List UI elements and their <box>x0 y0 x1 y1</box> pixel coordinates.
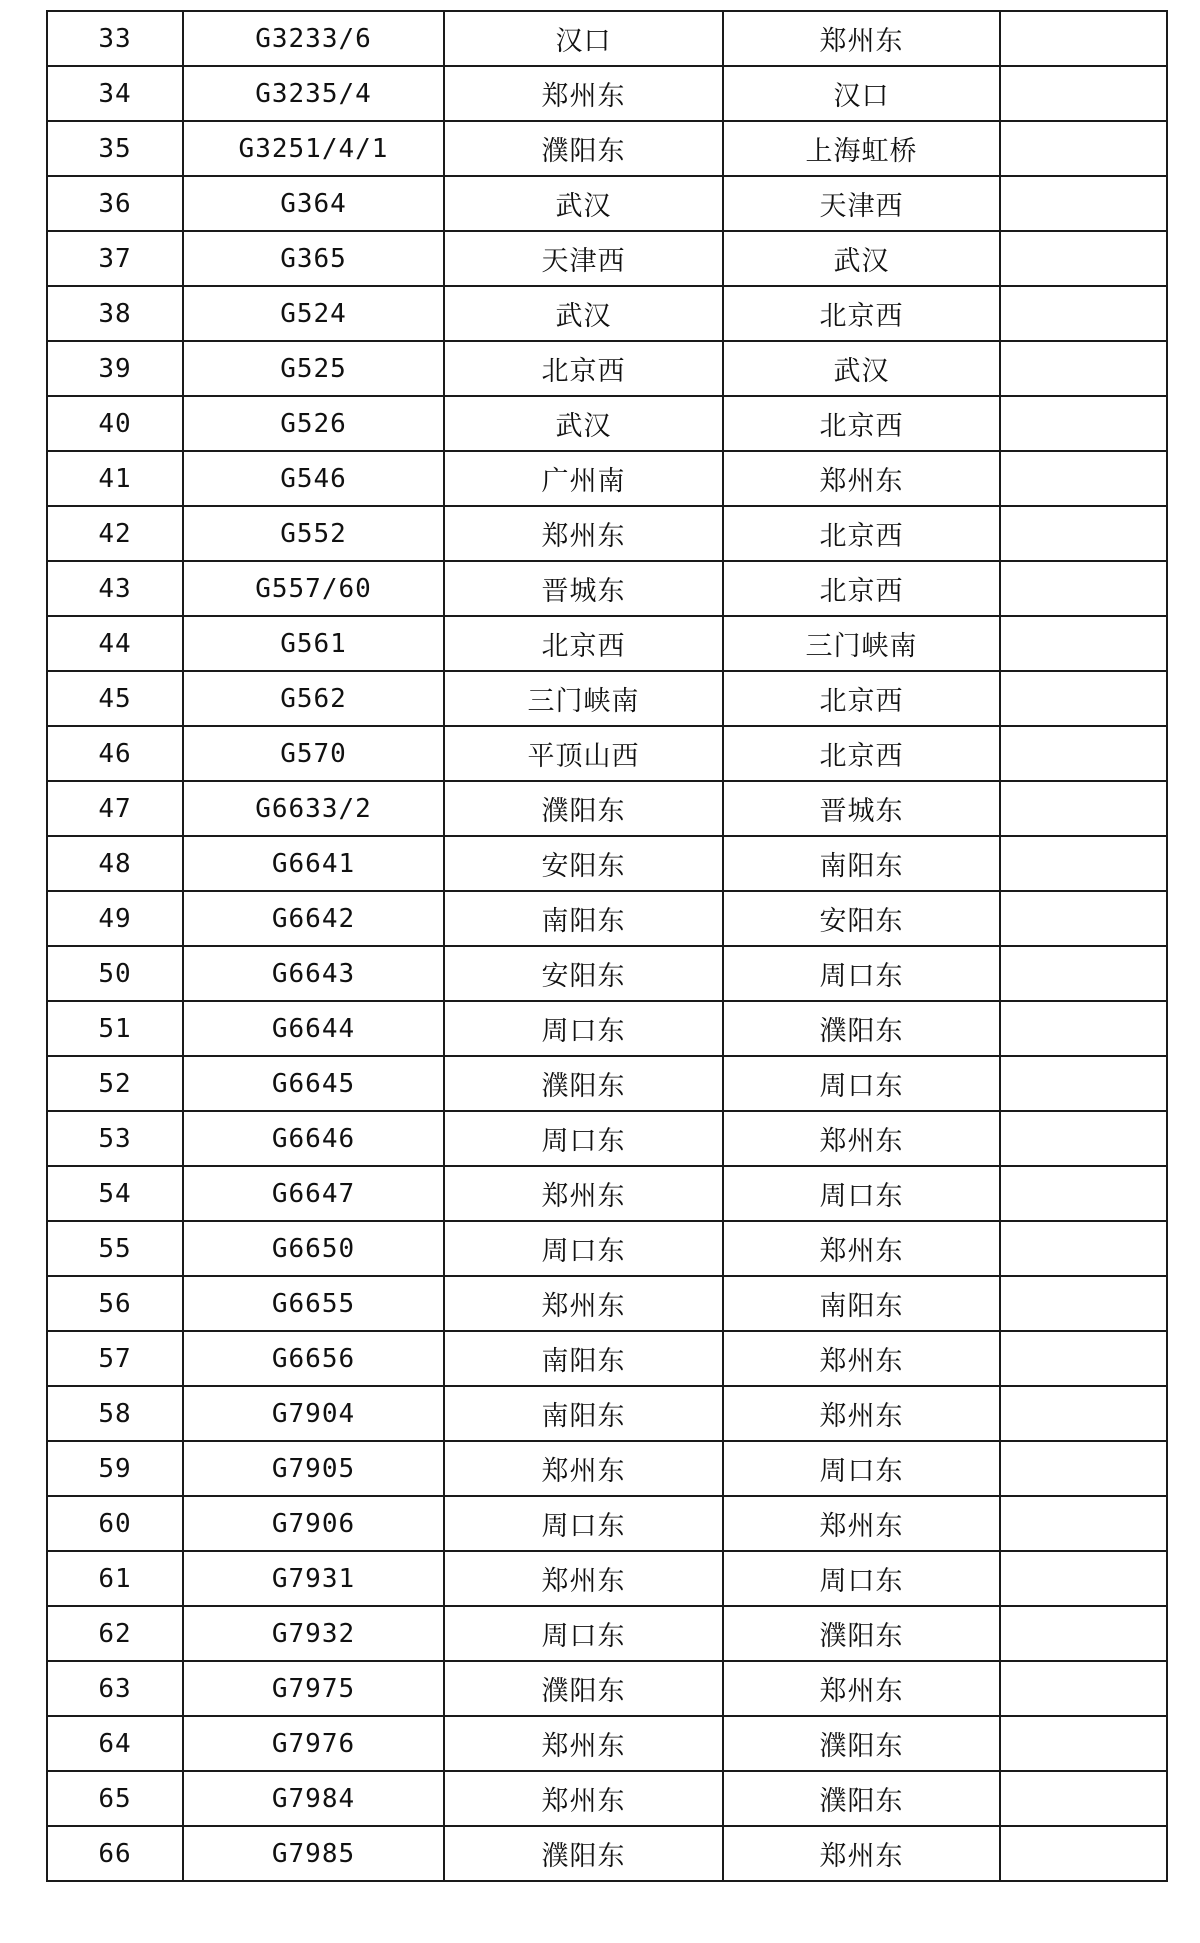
note-cell <box>1000 891 1167 946</box>
note-cell <box>1000 506 1167 561</box>
table-body <box>47 11 1167 1881</box>
arrival-station-cell: 武汉 <box>723 231 1000 286</box>
arrival-station-cell: 郑州东 <box>723 1661 1000 1716</box>
row-number-cell: 41 <box>47 451 183 506</box>
arrival-station-cell: 周口东 <box>723 1551 1000 1606</box>
departure-station-cell: 郑州东 <box>444 1166 723 1221</box>
table-row <box>47 836 1167 891</box>
note-cell <box>1000 121 1167 176</box>
note-cell <box>1000 1496 1167 1551</box>
table-row <box>47 561 1167 616</box>
row-number-cell: 46 <box>47 726 183 781</box>
departure-station-cell: 武汉 <box>444 286 723 341</box>
table-row <box>47 1166 1167 1221</box>
train-number-cell: G562 <box>183 671 444 726</box>
row-number-cell: 43 <box>47 561 183 616</box>
row-number-cell: 63 <box>47 1661 183 1716</box>
table-row <box>47 341 1167 396</box>
row-number-cell: 35 <box>47 121 183 176</box>
arrival-station-cell: 北京西 <box>723 506 1000 561</box>
train-number-cell: G524 <box>183 286 444 341</box>
departure-station-cell: 周口东 <box>444 1221 723 1276</box>
table-row <box>47 671 1167 726</box>
row-number-cell: 47 <box>47 781 183 836</box>
departure-station-cell: 周口东 <box>444 1001 723 1056</box>
row-number-cell: 42 <box>47 506 183 561</box>
note-cell <box>1000 1166 1167 1221</box>
train-number-cell: G6656 <box>183 1331 444 1386</box>
row-number-cell: 53 <box>47 1111 183 1166</box>
note-cell <box>1000 396 1167 451</box>
train-number-cell: G364 <box>183 176 444 231</box>
arrival-station-cell: 周口东 <box>723 1166 1000 1221</box>
arrival-station-cell: 武汉 <box>723 341 1000 396</box>
table-row <box>47 726 1167 781</box>
train-number-cell: G3251/4/1 <box>183 121 444 176</box>
train-number-cell: G546 <box>183 451 444 506</box>
train-number-cell: G7976 <box>183 1716 444 1771</box>
departure-station-cell: 濮阳东 <box>444 781 723 836</box>
table-row <box>47 1001 1167 1056</box>
departure-station-cell: 晋城东 <box>444 561 723 616</box>
departure-station-cell: 三门峡南 <box>444 671 723 726</box>
arrival-station-cell: 濮阳东 <box>723 1771 1000 1826</box>
arrival-station-cell: 郑州东 <box>723 1331 1000 1386</box>
train-number-cell: G365 <box>183 231 444 286</box>
arrival-station-cell: 周口东 <box>723 1441 1000 1496</box>
departure-station-cell: 郑州东 <box>444 1551 723 1606</box>
train-number-cell: G561 <box>183 616 444 671</box>
row-number-cell: 61 <box>47 1551 183 1606</box>
note-cell <box>1000 1771 1167 1826</box>
note-cell <box>1000 726 1167 781</box>
table-row <box>47 1661 1167 1716</box>
departure-station-cell: 汉口 <box>444 11 723 66</box>
row-number-cell: 51 <box>47 1001 183 1056</box>
note-cell <box>1000 836 1167 891</box>
train-number-cell: G6644 <box>183 1001 444 1056</box>
arrival-station-cell: 郑州东 <box>723 451 1000 506</box>
note-cell <box>1000 781 1167 836</box>
table-row <box>47 1606 1167 1661</box>
train-number-cell: G6645 <box>183 1056 444 1111</box>
row-number-cell: 52 <box>47 1056 183 1111</box>
train-schedule-table <box>46 10 1168 1882</box>
row-number-cell: 62 <box>47 1606 183 1661</box>
note-cell <box>1000 176 1167 231</box>
table-row <box>47 1496 1167 1551</box>
table-row <box>47 121 1167 176</box>
row-number-cell: 58 <box>47 1386 183 1441</box>
departure-station-cell: 郑州东 <box>444 506 723 561</box>
table-row <box>47 231 1167 286</box>
note-cell <box>1000 1111 1167 1166</box>
note-cell <box>1000 341 1167 396</box>
note-cell <box>1000 616 1167 671</box>
arrival-station-cell: 北京西 <box>723 726 1000 781</box>
row-number-cell: 54 <box>47 1166 183 1221</box>
departure-station-cell: 郑州东 <box>444 1716 723 1771</box>
note-cell <box>1000 1221 1167 1276</box>
arrival-station-cell: 濮阳东 <box>723 1001 1000 1056</box>
table-row <box>47 946 1167 1001</box>
train-number-cell: G6633/2 <box>183 781 444 836</box>
train-number-cell: G7906 <box>183 1496 444 1551</box>
row-number-cell: 56 <box>47 1276 183 1331</box>
table-row <box>47 1056 1167 1111</box>
train-number-cell: G3233/6 <box>183 11 444 66</box>
table-row <box>47 66 1167 121</box>
table-row <box>47 396 1167 451</box>
arrival-station-cell: 濮阳东 <box>723 1716 1000 1771</box>
departure-station-cell: 南阳东 <box>444 1386 723 1441</box>
row-number-cell: 55 <box>47 1221 183 1276</box>
table-row <box>47 1111 1167 1166</box>
departure-station-cell: 南阳东 <box>444 891 723 946</box>
row-number-cell: 45 <box>47 671 183 726</box>
table-row <box>47 1771 1167 1826</box>
note-cell <box>1000 451 1167 506</box>
row-number-cell: 59 <box>47 1441 183 1496</box>
row-number-cell: 49 <box>47 891 183 946</box>
row-number-cell: 50 <box>47 946 183 1001</box>
train-number-cell: G552 <box>183 506 444 561</box>
arrival-station-cell: 郑州东 <box>723 1386 1000 1441</box>
departure-station-cell: 天津西 <box>444 231 723 286</box>
train-number-cell: G7932 <box>183 1606 444 1661</box>
departure-station-cell: 安阳东 <box>444 946 723 1001</box>
arrival-station-cell: 汉口 <box>723 66 1000 121</box>
note-cell <box>1000 286 1167 341</box>
note-cell <box>1000 1276 1167 1331</box>
departure-station-cell: 郑州东 <box>444 66 723 121</box>
train-number-cell: G7904 <box>183 1386 444 1441</box>
train-number-cell: G526 <box>183 396 444 451</box>
arrival-station-cell: 晋城东 <box>723 781 1000 836</box>
note-cell <box>1000 1661 1167 1716</box>
note-cell <box>1000 11 1167 66</box>
arrival-station-cell: 天津西 <box>723 176 1000 231</box>
table-row <box>47 1221 1167 1276</box>
arrival-station-cell: 三门峡南 <box>723 616 1000 671</box>
note-cell <box>1000 1716 1167 1771</box>
table-row <box>47 616 1167 671</box>
train-number-cell: G6650 <box>183 1221 444 1276</box>
row-number-cell: 44 <box>47 616 183 671</box>
arrival-station-cell: 郑州东 <box>723 1496 1000 1551</box>
arrival-station-cell: 濮阳东 <box>723 1606 1000 1661</box>
table-row <box>47 1386 1167 1441</box>
arrival-station-cell: 南阳东 <box>723 1276 1000 1331</box>
departure-station-cell: 广州南 <box>444 451 723 506</box>
note-cell <box>1000 561 1167 616</box>
arrival-station-cell: 北京西 <box>723 671 1000 726</box>
row-number-cell: 33 <box>47 11 183 66</box>
table-row <box>47 11 1167 66</box>
row-number-cell: 60 <box>47 1496 183 1551</box>
table-row <box>47 1826 1167 1881</box>
train-number-cell: G7905 <box>183 1441 444 1496</box>
row-number-cell: 48 <box>47 836 183 891</box>
note-cell <box>1000 231 1167 286</box>
arrival-station-cell: 北京西 <box>723 561 1000 616</box>
table-row <box>47 506 1167 561</box>
departure-station-cell: 濮阳东 <box>444 121 723 176</box>
row-number-cell: 34 <box>47 66 183 121</box>
departure-station-cell: 郑州东 <box>444 1441 723 1496</box>
row-number-cell: 64 <box>47 1716 183 1771</box>
table-row <box>47 176 1167 231</box>
departure-station-cell: 郑州东 <box>444 1771 723 1826</box>
departure-station-cell: 周口东 <box>444 1111 723 1166</box>
departure-station-cell: 周口东 <box>444 1496 723 1551</box>
note-cell <box>1000 1606 1167 1661</box>
note-cell <box>1000 671 1167 726</box>
arrival-station-cell: 北京西 <box>723 396 1000 451</box>
table-row <box>47 1276 1167 1331</box>
arrival-station-cell: 周口东 <box>723 1056 1000 1111</box>
note-cell <box>1000 946 1167 1001</box>
train-number-cell: G7985 <box>183 1826 444 1881</box>
departure-station-cell: 北京西 <box>444 341 723 396</box>
table-row <box>47 451 1167 506</box>
row-number-cell: 37 <box>47 231 183 286</box>
departure-station-cell: 濮阳东 <box>444 1661 723 1716</box>
train-number-cell: G6655 <box>183 1276 444 1331</box>
departure-station-cell: 北京西 <box>444 616 723 671</box>
train-number-cell: G6646 <box>183 1111 444 1166</box>
table-row <box>47 286 1167 341</box>
row-number-cell: 66 <box>47 1826 183 1881</box>
row-number-cell: 65 <box>47 1771 183 1826</box>
departure-station-cell: 濮阳东 <box>444 1826 723 1881</box>
train-number-cell: G7984 <box>183 1771 444 1826</box>
arrival-station-cell: 南阳东 <box>723 836 1000 891</box>
table-row <box>47 1331 1167 1386</box>
row-number-cell: 38 <box>47 286 183 341</box>
note-cell <box>1000 1331 1167 1386</box>
train-number-cell: G570 <box>183 726 444 781</box>
table-row <box>47 1551 1167 1606</box>
departure-station-cell: 郑州东 <box>444 1276 723 1331</box>
train-number-cell: G7931 <box>183 1551 444 1606</box>
arrival-station-cell: 郑州东 <box>723 1111 1000 1166</box>
train-number-cell: G6647 <box>183 1166 444 1221</box>
note-cell <box>1000 1441 1167 1496</box>
arrival-station-cell: 北京西 <box>723 286 1000 341</box>
row-number-cell: 39 <box>47 341 183 396</box>
train-number-cell: G557/60 <box>183 561 444 616</box>
train-number-cell: G3235/4 <box>183 66 444 121</box>
train-number-cell: G525 <box>183 341 444 396</box>
note-cell <box>1000 1386 1167 1441</box>
arrival-station-cell: 郑州东 <box>723 1221 1000 1276</box>
departure-station-cell: 濮阳东 <box>444 1056 723 1111</box>
departure-station-cell: 平顶山西 <box>444 726 723 781</box>
row-number-cell: 36 <box>47 176 183 231</box>
departure-station-cell: 周口东 <box>444 1606 723 1661</box>
note-cell <box>1000 1001 1167 1056</box>
row-number-cell: 57 <box>47 1331 183 1386</box>
arrival-station-cell: 郑州东 <box>723 11 1000 66</box>
departure-station-cell: 武汉 <box>444 176 723 231</box>
table-row <box>47 781 1167 836</box>
note-cell <box>1000 1056 1167 1111</box>
train-number-cell: G6641 <box>183 836 444 891</box>
note-cell <box>1000 1826 1167 1881</box>
train-number-cell: G6642 <box>183 891 444 946</box>
table-row <box>47 1716 1167 1771</box>
arrival-station-cell: 上海虹桥 <box>723 121 1000 176</box>
departure-station-cell: 武汉 <box>444 396 723 451</box>
arrival-station-cell: 周口东 <box>723 946 1000 1001</box>
row-number-cell: 40 <box>47 396 183 451</box>
arrival-station-cell: 安阳东 <box>723 891 1000 946</box>
table-row <box>47 891 1167 946</box>
train-number-cell: G6643 <box>183 946 444 1001</box>
note-cell <box>1000 66 1167 121</box>
table-row <box>47 1441 1167 1496</box>
departure-station-cell: 安阳东 <box>444 836 723 891</box>
arrival-station-cell: 郑州东 <box>723 1826 1000 1881</box>
train-number-cell: G7975 <box>183 1661 444 1716</box>
departure-station-cell: 南阳东 <box>444 1331 723 1386</box>
note-cell <box>1000 1551 1167 1606</box>
